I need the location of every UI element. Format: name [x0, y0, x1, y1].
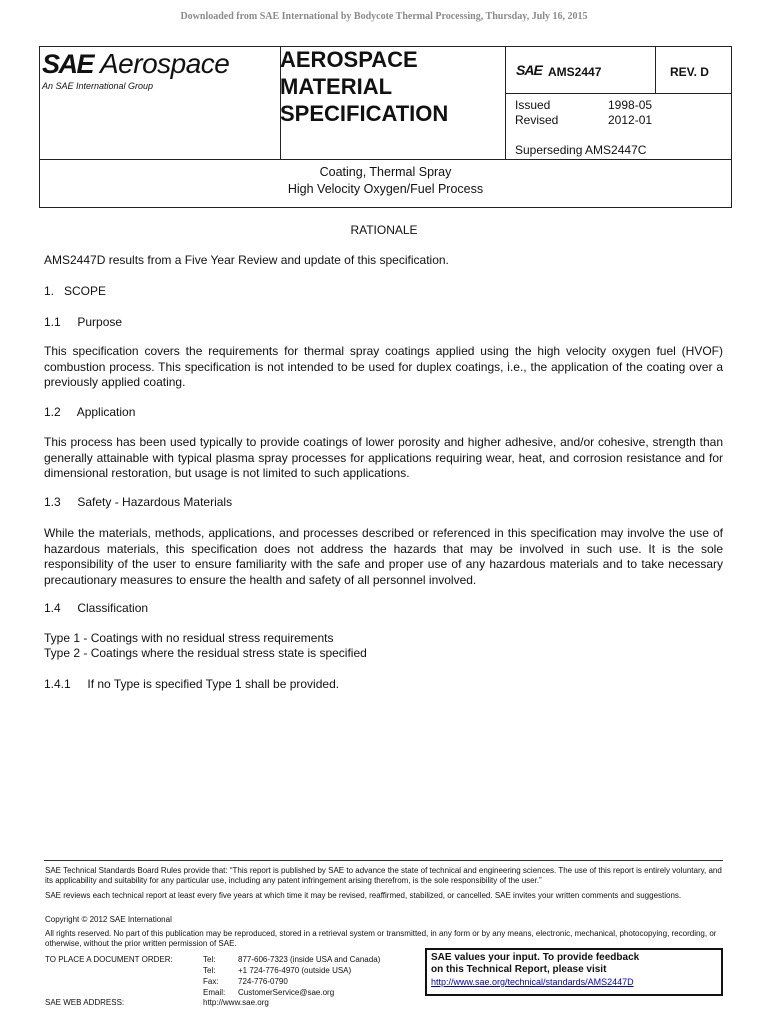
footer-divider — [44, 860, 723, 861]
rationale-text: AMS2447D results from a Five Year Review and update of this specification. — [44, 253, 449, 267]
document-number: AMS2447 — [548, 65, 602, 79]
document-title — [280, 46, 448, 127]
fax-number: 724-776-0790 — [238, 977, 288, 986]
superseding-note: Superseding AMS2447C — [515, 143, 647, 157]
aerospace-wordmark: Aerospace — [100, 48, 230, 79]
spec-header — [39, 46, 732, 208]
issued-date: 1998-05 — [608, 98, 653, 112]
copyright-text: Copyright © 2012 SAE International — [45, 915, 172, 924]
order-label: TO PLACE A DOCUMENT ORDER: — [45, 955, 173, 964]
revised-label: Revised — [515, 113, 559, 127]
web-link[interactable]: http://www.sae.org — [203, 998, 269, 1007]
email-link[interactable]: CustomerService@sae.org — [238, 988, 335, 997]
issued-label: Issued — [515, 98, 551, 112]
section-heading-safety: 1.3 Safety - Hazardous Materials — [44, 495, 233, 509]
purpose-paragraph: This specification covers the requirements for thermal spray coatings applied using the high velocity oxygen fuel (HVOF) combustion process. This specification is not intended to be used for duplex coatings, i.e., the application of the coating over a previously applied coating. — [44, 344, 723, 389]
type-1-line: Type 1 - Coatings with no residual stress requirements — [44, 631, 334, 645]
title-line: MATERIAL — [280, 74, 393, 99]
sae-mini-logo: SAE — [516, 62, 542, 78]
sae-logo: SAE — [42, 49, 94, 79]
rights-text: All rights reserved. No part of this publication may be reproduced, stored in a retrieval system or transmitted, in any form or by any means, electronic, mechanical, photocopying, recording, or otherwise, without the prior written permission of SAE. — [45, 929, 717, 948]
feedback-line-2: on this Technical Report, please visit — [431, 964, 607, 975]
feedback-box — [425, 948, 723, 996]
type-2-line: Type 2 - Coatings where the residual stress state is specified — [44, 646, 367, 660]
rationale-heading: RATIONALE — [350, 223, 418, 237]
phone-outside-usa: +1 724-776-4970 (outside USA) — [238, 966, 352, 975]
phone-inside-usa: 877-606-7323 (inside USA and Canada) — [238, 955, 381, 964]
title-line: AEROSPACE — [280, 47, 418, 72]
scope-heading: 1. SCOPE — [44, 284, 107, 298]
revision-label: REV. D — [670, 65, 709, 79]
section-heading-classification: 1.4 Classification — [44, 601, 149, 615]
safety-paragraph: While the materials, methods, applications, and processes described or referenced in this specification may involve the use of hazardous materials, this specification does not address the hazards that may be involved in such use. It is the sole responsibility of the user to ensure familiarity with the safe and proper use of any hazardous materials and to take necessary precautionary measures to ensure the health and safety of all personnel involved. — [44, 526, 723, 587]
subject-line-1: Coating, Thermal Spray — [319, 165, 452, 179]
subject-line-2: High Velocity Oxygen/Fuel Process — [287, 182, 484, 196]
tel-label: Tel: — [203, 955, 216, 964]
email-label: Email: — [203, 988, 226, 997]
title-line: SPECIFICATION — [280, 101, 449, 126]
web-label: SAE WEB ADDRESS: — [45, 998, 125, 1007]
fax-label: Fax: — [203, 977, 219, 986]
download-notice: Downloaded from SAE International by Bodycote Thermal Processing, Thursday, July 16, 2015 — [180, 11, 588, 22]
section-heading-application: 1.2 Application — [44, 405, 136, 419]
feedback-link[interactable]: http://www.sae.org/technical/standards/AMS2447D — [431, 977, 634, 987]
review-text: SAE reviews each technical report at least every five years at which time it may be revised, reaffirmed, stabilized, or cancelled. SAE invites your written comments and suggestions. — [45, 891, 682, 900]
revised-date: 2012-01 — [608, 113, 653, 127]
tel-label: Tel: — [203, 966, 216, 975]
section-heading-purpose: 1.1 Purpose — [44, 315, 123, 329]
feedback-line-1: SAE values your input. To provide feedback — [431, 952, 640, 963]
clause-1-4-1: 1.4.1 If no Type is specified Type 1 shall be provided. — [44, 677, 340, 691]
board-rules-text: SAE Technical Standards Board Rules provide that: “This report is published by SAE to advance the state of technical and engineering sciences. The use of this report is entirely voluntary, and its applicability and suitability for any particular use, including any patent infringement arising therefrom, is the sole responsibility of the user.” — [45, 866, 722, 885]
logo-subtitle: An SAE International Group — [42, 81, 154, 91]
application-paragraph: This process has been used typically to provide coatings of lower porosity and higher adhesive, and/or cohesive, strength than generally attainable with typical plasma spray processes for applications requiring wear, heat, and corrosion resistance and for dimensional restoration, but usage is not limited to such applications. — [44, 435, 723, 480]
